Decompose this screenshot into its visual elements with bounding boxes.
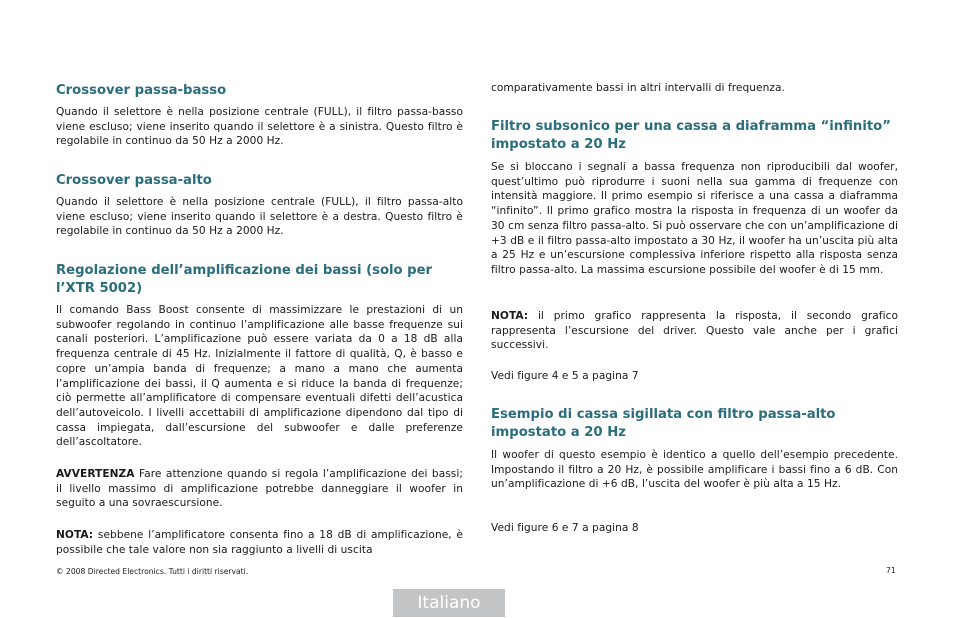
warning-label: AVVERTENZA	[56, 468, 135, 480]
paragraph-bass-boost: Il comando Bass Boost consente di massimizzare le prestazioni di un subwoofer regolando in continuo l’amplificazione alle basse frequenze sui canali posteriori. L’amplificazione può essere variata da 0 a 18 dB alla frequenza centrale di 45 Hz. Inizialmente il fattore di qualità, Q, è basso e copre un’ampia banda di frequenze; a mano a mano che aumenta l’amplificazione dei bassi, il Q aumenta e si riduce la banda di frequenze; ciò permette all’amplificatore di compensare eventuali difetti dell’acustica dell’autoveicolo. I livelli accettabili di amplificazione dipendono dal tipo di cassa impiegata, dall’escursione del subwoofer e dalle preferenze dell’ascoltatore.	[56, 304, 463, 449]
language-tab: Italiano	[393, 589, 505, 617]
note-paragraph	[56, 528, 463, 557]
heading-sealed-box: Esempio di cassa sigillata con filtro passa-alto impostato a 20 Hz	[491, 407, 836, 440]
continuation-paragraph: comparativamente bassi in altri intervalli di frequenza.	[491, 82, 785, 94]
subsonic-note-text: il primo grafico rappresenta la risposta, il secondo grafico rappresenta l’escursione del driver. Questo vale anche per i grafici successivi.	[491, 310, 898, 352]
warning-paragraph	[56, 467, 463, 511]
page-number: 71	[886, 566, 896, 575]
paragraph-crossover-low: Quando il selettore è nella posizione centrale (FULL), il filtro passa-basso viene escluso; viene inserito quando il selettore è a sinistra. Questo filtro è regolabile in continuo da 50 Hz a 2000 Hz.	[56, 106, 463, 148]
figures-reference-4-5: Vedi figure 4 e 5 a pagina 7	[491, 370, 639, 382]
figures-reference-6-7: Vedi figure 6 e 7 a pagina 8	[491, 522, 639, 534]
paragraph-subsonic-filter: Se si bloccano i segnali a bassa frequenza non riproducibili dal woofer, quest’ultimo può riprodurre i suoni nella sua gamma di frequenze con intensità maggiore. Il primo esempio si riferisce a una cassa a diaframma “infinito”. Il primo grafico mostra la risposta in frequenza di un woofer da 30 cm senza filtro passa-alto. Si può osservare che con un’amplificazione di +3 dB e il filtro passa-alto impostato a 30 Hz, il woofer ha un’uscita più alta a 25 Hz e un’escursione complessiva inferiore rispetto alla risposta senza filtro passa-alto. La massima escursione possibile del woofer è di 15 mm.	[491, 161, 898, 276]
paragraph-sealed-box: Il woofer di questo esempio è identico a quello dell’esempio precedente. Impostando il filtro a 20 Hz, è possibile amplificare i bassi fino a 6 dB. Con un’amplificazione di +6 dB, l’uscita del woofer è più alta a 15 Hz.	[491, 449, 898, 491]
copyright-notice: © 2008 Directed Electronics. Tutti i diritti riservati.	[56, 567, 249, 576]
paragraph-crossover-high: Quando il selettore è nella posizione centrale (FULL), il filtro passa-alto viene escluso; viene inserito quando il selettore è a destra. Questo filtro è regolabile in continuo da 50 Hz a 2000 Hz.	[56, 196, 463, 238]
heading-subsonic-filter: Filtro subsonico per una cassa a diaframma “infinito” impostato a 20 Hz	[491, 119, 891, 152]
subsonic-note-paragraph	[491, 309, 898, 353]
heading-crossover-high: Crossover passa-alto	[56, 173, 212, 188]
heading-bass-boost: Regolazione dell’amplificazione dei bassi (solo per l’XTR 5002)	[56, 263, 433, 296]
subsonic-note-label: NOTA:	[491, 310, 529, 322]
warning-text: Fare attenzione quando si regola l’amplificazione dei bassi; il livello massimo di amplificazione potrebbe danneggiare il woofer in seguito a una sovraescursione.	[56, 468, 463, 510]
note-text: sebbene l’amplificatore consenta fino a 18 dB di amplificazione, è possibile che tale valore non sia raggiunto a livelli di uscita	[56, 529, 463, 556]
heading-crossover-low: Crossover passa-basso	[56, 83, 227, 98]
note-label: NOTA:	[56, 529, 94, 541]
